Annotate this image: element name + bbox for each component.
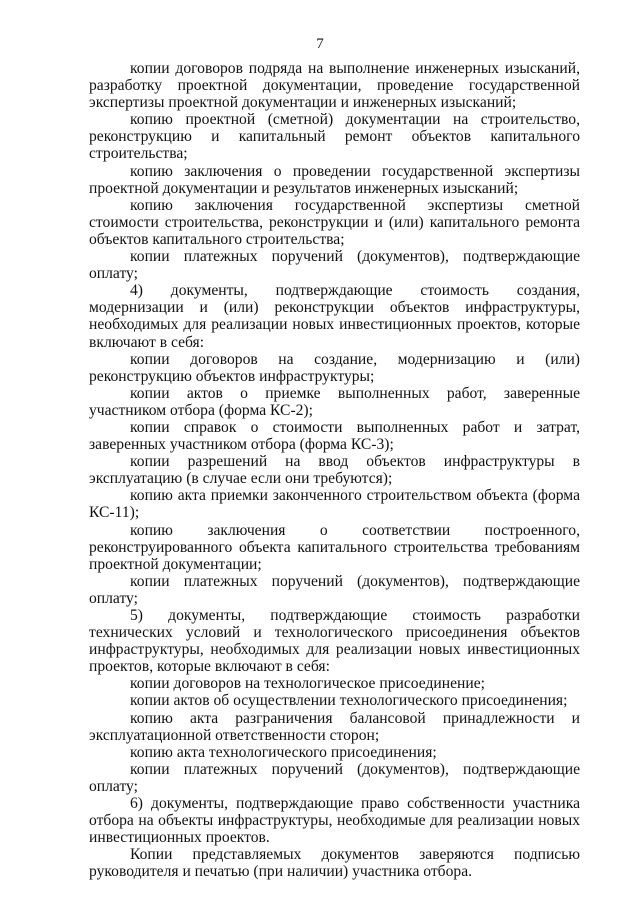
paragraph-payment-orders: копии платежных поручений (документов), подтверждающие оплату;: [89, 760, 580, 795]
document-body: [89, 60, 580, 881]
paragraph-contracts-engineering-surveys: копии договоров подряда на выполнение инженерных изысканий, разработку проектной документации, проведение государственной экспертизы проектной документации и инженерных изысканий;: [89, 60, 580, 112]
paragraph-acceptance-act-ks11: копию акта приемки законченного строительством объекта (форма КС-11);: [89, 487, 580, 522]
paragraph-acceptance-acts-ks2: копии актов о приемке выполненных работ, заверенные участником отбора (форма КС-2);: [89, 384, 580, 419]
paragraph-compliance-conclusion: копию заключения о соответствии построенного, реконструированного объекта капитального строительства требованиям проектной документации;: [89, 521, 580, 573]
paragraph-project-documentation: копию проектной (сметной) документации на строительство, реконструкцию и капитальный ремонт объектов капитального строительства;: [89, 111, 580, 163]
paragraph-connection-acts: копии актов об осуществлении технологического присоединения;: [130, 692, 568, 710]
paragraph-balance-delimitation-act: копию акта разграничения балансовой принадлежности и эксплуатационной ответственности сторон;: [89, 709, 580, 744]
paragraph-certification-note: Копии представляемых документов заверяются подписью руководителя и печатью (при наличии) участника отбора.: [89, 846, 580, 881]
paragraph-payment-orders: копии платежных поручений (документов), подтверждающие оплату;: [89, 248, 580, 283]
paragraph-payment-orders: копии платежных поручений (документов), подтверждающие оплату;: [89, 572, 580, 607]
paragraph-item-4: 4) документы, подтверждающие стоимость создания, модернизации и (или) реконструкции объектов инфраструктуры, необходимых для реализации новых инвестиционных проектов, которые включают в себя:: [89, 282, 580, 351]
paragraph-commissioning-permits: копии разрешений на ввод объектов инфраструктуры в эксплуатацию (в случае если они требуются);: [89, 453, 580, 488]
paragraph-connection-act: копию акта технологического присоединения;: [130, 743, 437, 761]
paragraph-cost-certificates-ks3: копии справок о стоимости выполненных работ и затрат, заверенных участником отбора (форма КС-3);: [89, 418, 580, 454]
paragraph-item-5: 5) документы, подтверждающие стоимость разработки технических условий и технологического присоединения объектов инфраструктуры, необходимых для реализации новых инвестиционных проектов, которые включают в себя:: [89, 607, 580, 676]
paragraph-expertise-conclusion: копию заключения о проведении государственной экспертизы проектной документации и результатов инженерных изысканий;: [89, 162, 580, 197]
paragraph-estimate-expertise: копию заключения государственной экспертизы сметной стоимости строительства, реконструкции и (или) капитального ремонта объектов капитального строительства;: [89, 196, 580, 248]
paragraph-infrastructure-contracts: копии договоров на создание, модернизацию и (или) реконструкцию объектов инфраструктуры;: [89, 350, 580, 385]
paragraph-connection-contracts: копии договоров на технологическое присоединение;: [130, 675, 485, 693]
paragraph-item-6: 6) документы, подтверждающие право собственности участника отбора на объекты инфраструктуры, необходимые для реализации новых инвестиционных проектов.: [89, 795, 580, 847]
page-number: 7: [316, 36, 324, 52]
